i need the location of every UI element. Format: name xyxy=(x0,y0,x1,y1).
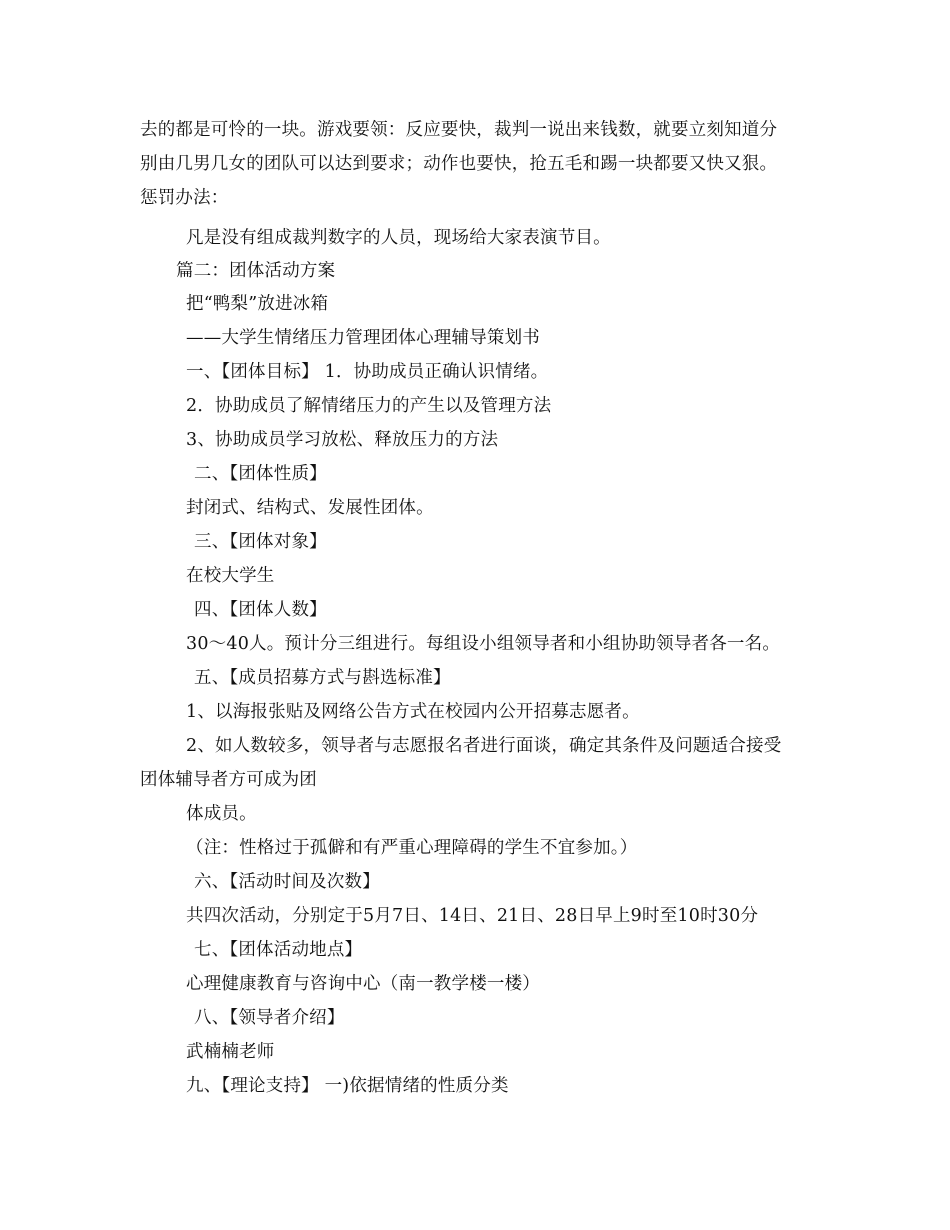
section-5-item-2-end: 体成员。 xyxy=(186,804,257,824)
text-line-3: 惩罚办法： xyxy=(140,188,229,208)
section-2-heading: 二、【团体性质】 xyxy=(194,464,327,484)
section-3-content: 在校大学生 xyxy=(186,566,275,586)
section-5-note: （注：性格过于孤僻和有严重心理障碍的学生不宜参加。） xyxy=(186,838,638,858)
goal-item-2: 2．协助成员了解情绪压力的产生以及管理方法 xyxy=(186,396,552,416)
section-7-content: 心理健康教育与咨询中心（南一教学楼一楼） xyxy=(186,974,540,994)
section-5-item-2: 2、如人数较多，领导者与志愿报名者进行面谈，确定其条件及问题适合接受 xyxy=(186,736,782,756)
text-line-1: 去的都是可怜的一块。游戏要领：反应要快，裁判一说出来钱数，就要立刻知道分 xyxy=(140,120,778,140)
section-6-content: 共四次活动，分别定于5月7日、14日、21日、28日早上9时至10时30分 xyxy=(186,906,759,926)
section-9-heading: 九、【理论支持】 一)依据情绪的性质分类 xyxy=(186,1076,509,1096)
section-5-heading: 五、【成员招募方式与斟选标准】 xyxy=(194,668,451,688)
doc-title: 把“鸭梨”放进冰箱 xyxy=(186,294,329,314)
section-8-content: 武楠楠老师 xyxy=(186,1042,275,1062)
section-4-content: 30～40人。预计分三组进行。每组设小组领导者和小组协助领导者各一名。 xyxy=(186,634,781,654)
section-5-item-1: 1、以海报张贴及网络公告方式在校园内公开招募志愿者。 xyxy=(186,702,640,722)
section-7-heading: 七、【团体活动地点】 xyxy=(194,940,363,960)
section-5-item-2-cont: 团体辅导者方可成为团 xyxy=(140,770,317,790)
text-line-4: 凡是没有组成裁判数字的人员，现场给大家表演节目。 xyxy=(186,228,611,248)
section-8-heading: 八、【领导者介绍】 xyxy=(194,1008,345,1028)
section-4-heading: 四、【团体人数】 xyxy=(194,600,327,620)
section-6-heading: 六、【活动时间及次数】 xyxy=(194,872,380,892)
text-line-2: 别由几男几女的团队可以达到要求；动作也要快，抢五毛和踢一块都要又快又狠。 xyxy=(140,154,778,174)
section-3-heading: 三、【团体对象】 xyxy=(194,532,327,552)
section-2-content: 封闭式、结构式、发展性团体。 xyxy=(186,498,434,518)
section-heading-part2: 篇二：团体活动方案 xyxy=(176,261,336,281)
goal-item-3: 3、协助成员学习放松、释放压力的方法 xyxy=(186,430,499,450)
doc-subtitle: ——大学生情绪压力管理团体心理辅导策划书 xyxy=(186,328,540,348)
section-1-goals: 一、【团体目标】 1．协助成员正确认识情绪。 xyxy=(186,362,549,382)
